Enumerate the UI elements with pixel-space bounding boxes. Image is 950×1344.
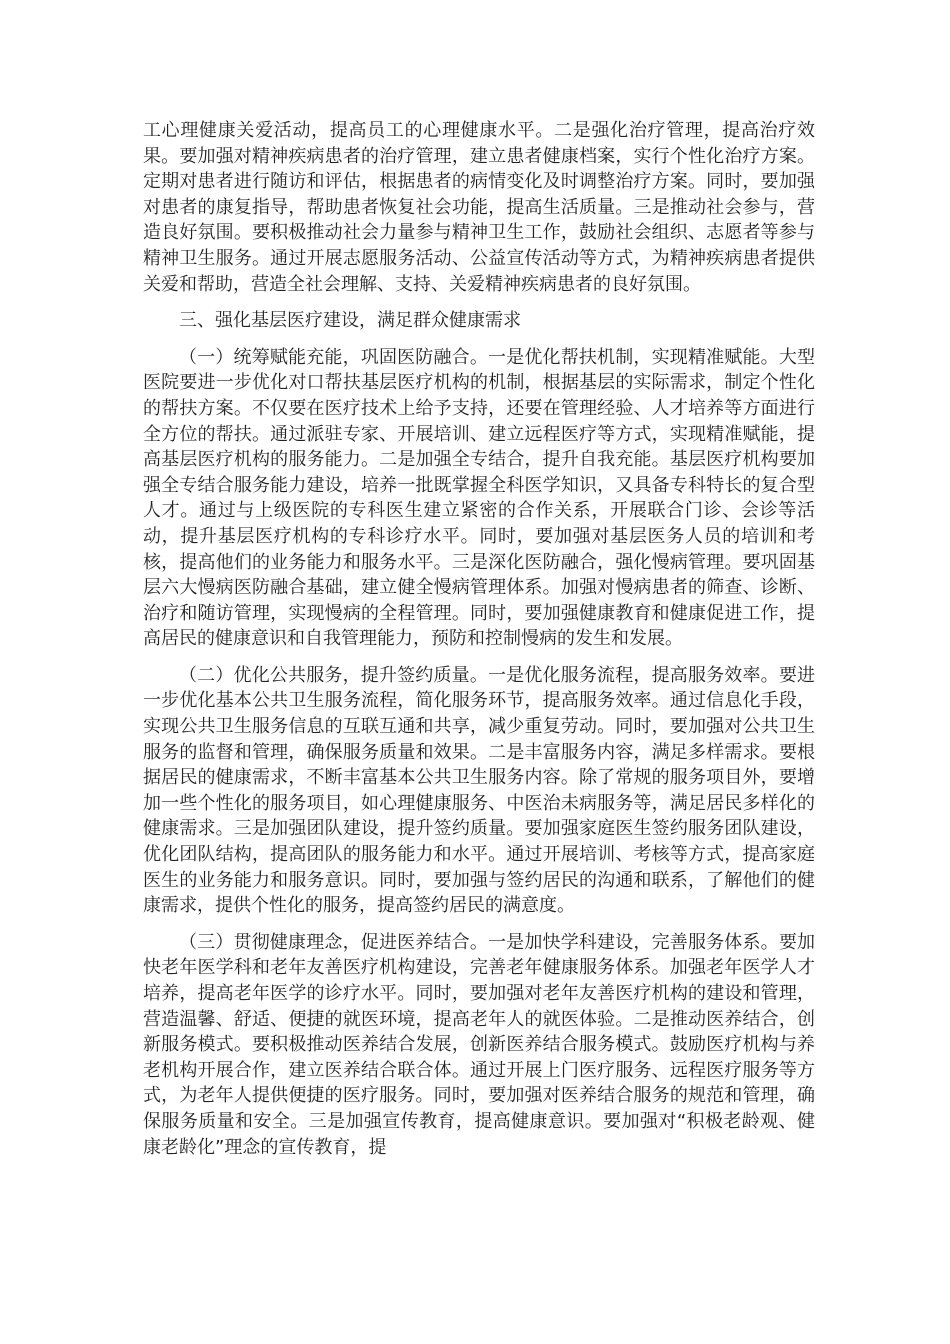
paragraph-continued-mental-health: 工心理健康关爱活动，提高员工的心理健康水平。二是强化治疗管理，提高治疗效果。要加强对精神疾病患者的治疗管理，建立患者健康档案，实行个性化治疗方案。定期对患者进行随访和评估，根据患者的病情变化及时调整治疗方案。同时，要加强对患者的康复指导，帮助患者恢复社会功能，提高生活质量。三是推动社会参与，营造良好氛围。要积极推动社会力量参与精神卫生工作，鼓励社会组织、志愿者等参与精神卫生服务。通过开展志愿服务活动、公益宣传活动等方式，为精神疾病患者提供关爱和帮助，营造全社会理解、支持、关爱精神疾病患者的良好氛围。 bbox=[143, 120, 815, 295]
paragraph-subsection-two: （二）优化公共服务，提升签约质量。一是优化服务流程，提高服务效率。要进一步优化基本公共卫生服务流程，简化服务环节，提高服务效率。通过信息化手段，实现公共卫生服务信息的互联互通和共享，减少重复劳动。同时，要加强对公共卫生服务的监督和管理，确保服务质量和效果。二是丰富服务内容，满足多样需求。要根据居民的健康需求，不断丰富基本公共卫生服务内容。除了常规的服务项目外，要增加一些个性化的服务项目，如心理健康服务、中医治未病服务等，满足居民多样化的健康需求。三是加强团队建设，提升签约质量。要加强家庭医生签约服务团队建设，优化团队结构，提高团队的服务能力和水平。通过开展培训、考核等方式，提高家庭医生的业务能力和服务意识。同时，要加强与签约居民的沟通和联系，了解他们的健康需求，提供个性化的服务，提高签约居民的满意度。 bbox=[143, 664, 815, 917]
paragraph-subsection-one: （一）统筹赋能充能，巩固医防融合。一是优化帮扶机制，实现精准赋能。大型医院要进一步优化对口帮扶基层医疗机构的机制，根据基层的实际需求，制定个性化的帮扶方案。不仅要在医疗技术上给予支持，还要在管理经验、人才培养等方面进行全方位的帮扶。通过派驻专家、开展培训、建立远程医疗等方式，实现精准赋能，提高基层医疗机构的服务能力。二是加强全专结合，提升自我充能。基层医疗机构要加强全专结合服务能力建设，培养一批既掌握全科医学知识，又具备专科特长的复合型人才。通过与上级医院的专科医生建立紧密的合作关系，开展联合门诊、会诊等活动，提升基层医疗机构的专科诊疗水平。同时，要加强对基层医务人员的培训和考核，提高他们的业务能力和服务水平。三是深化医防融合，强化慢病管理。要巩固基层六大慢病医防融合基础，建立健全慢病管理体系。加强对慢病患者的筛查、诊断、治疗和随访管理，实现慢病的全程管理。同时，要加强健康教育和健康促进工作，提高居民的健康意识和自我管理能力，预防和控制慢病的发生和发展。 bbox=[143, 346, 815, 650]
document-body bbox=[143, 118, 815, 1171]
section-heading-three: 三、强化基层医疗建设，满足群众健康需求 bbox=[179, 310, 521, 332]
paragraph-subsection-three: （三）贯彻健康理念，促进医养结合。一是加快学科建设，完善服务体系。要加快老年医学科和老年友善医疗机构建设，完善老年健康服务体系。加强老年医学人才培养，提高老年医学的诊疗水平。同时，要加强对老年友善医疗机构的建设和管理，营造温馨、舒适、便捷的就医环境，提高老年人的就医体验。二是推动医养结合，创新服务模式。要积极推动医养结合发展，创新医养结合服务模式。鼓励医疗机构与养老机构开展合作，建立医养结合联合体。通过开展上门医疗服务、远程医疗服务等方式，为老年人提供便捷的医疗服务。同时，要加强对医养结合服务的规范和管理，确保服务质量和安全。三是加强宣传教育，提高健康意识。要加强对“积极老龄观、健康老龄化”理念的宣传教育，提 bbox=[143, 931, 815, 1158]
